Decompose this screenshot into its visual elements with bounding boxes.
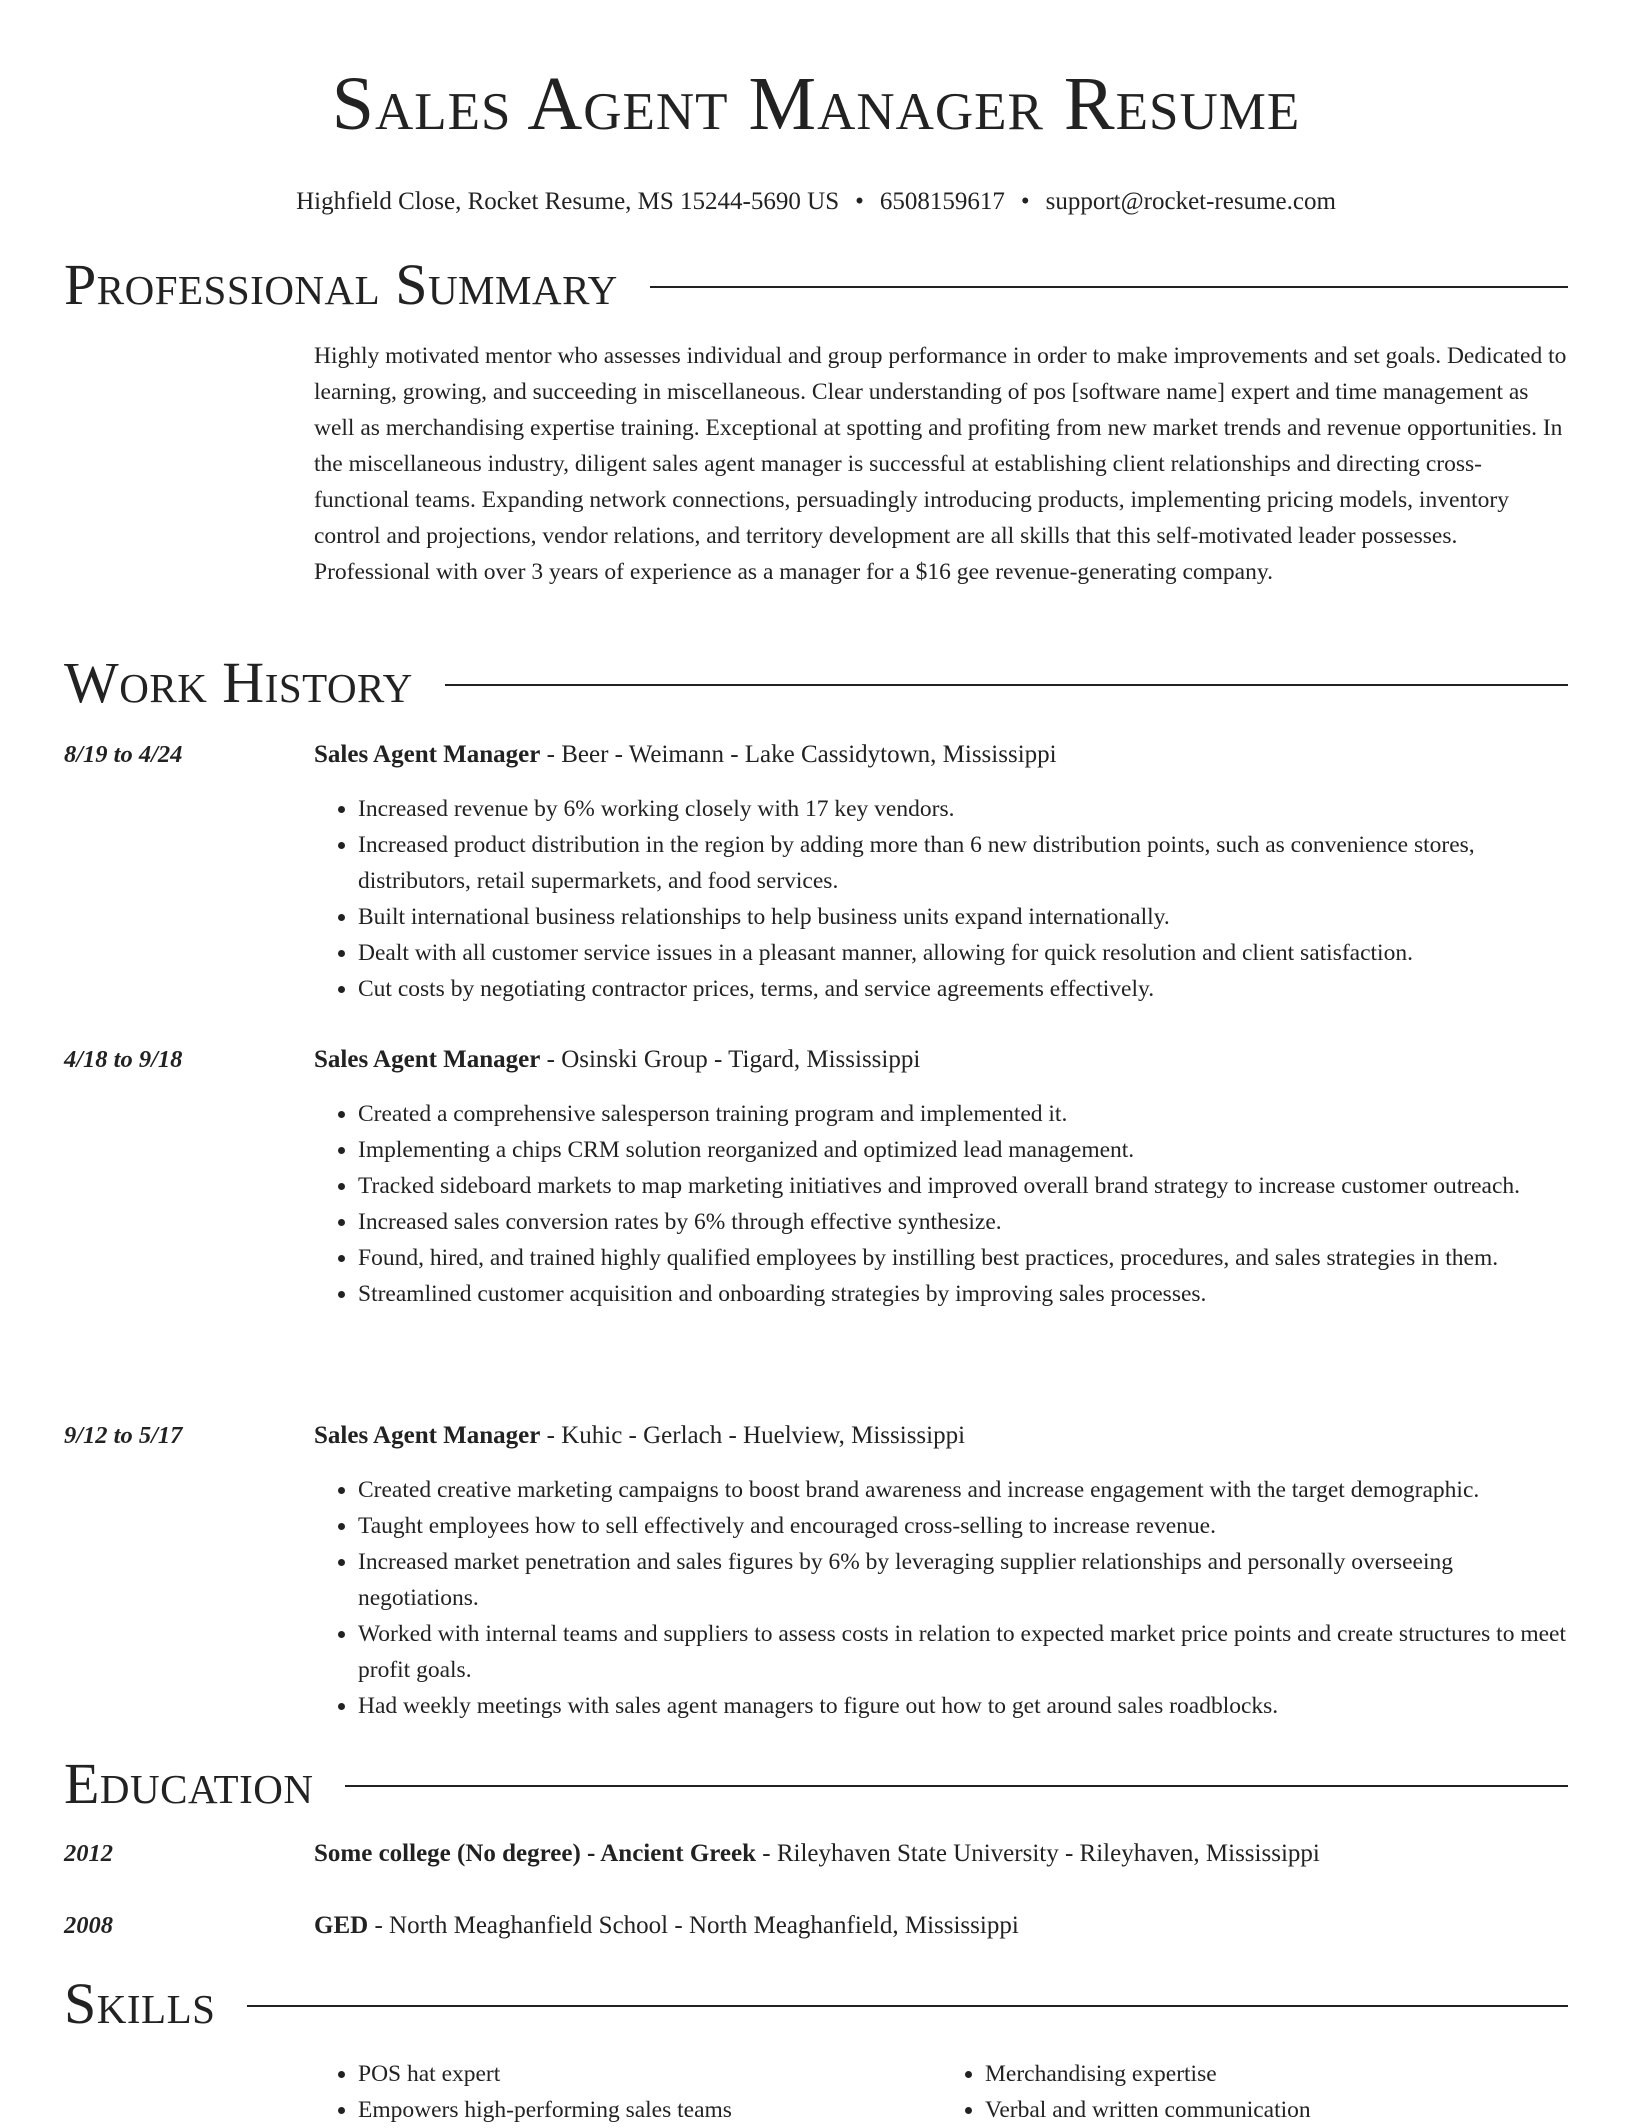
- job-title: Sales Agent Manager: [314, 1422, 541, 1449]
- education-heading: Education: [64, 1751, 314, 1816]
- education-section-header: [64, 1752, 1568, 1816]
- job-dates: 8/19 to 4/24: [64, 741, 183, 768]
- skills-list: [314, 2056, 1568, 2128]
- job-dates: 4/18 to 9/18: [64, 1046, 183, 1073]
- job-title-line: [314, 739, 1568, 771]
- resume-title: Sales Agent Manager Resume: [331, 62, 1301, 146]
- skill-item: • Empowers high-performing sales teams: [358, 2092, 941, 2128]
- contact-address: Highfield Close, Rocket Resume, MS 15244-5690 US: [296, 188, 840, 215]
- job-bullet: • Implementing a chips CRM solution reorganized and optimized lead management.: [358, 1132, 1568, 1168]
- job-bullets: [314, 1096, 1568, 1312]
- summary-heading: Professional Summary: [64, 252, 618, 317]
- job-bullet: • Increased market penetration and sales figures by 6% by leveraging supplier relationships and personally overseeing negotiations.: [358, 1544, 1568, 1616]
- job-bullet: • Cut costs by negotiating contractor prices, terms, and service agreements effectively.: [358, 971, 1568, 1007]
- education-year: 2008: [64, 1912, 113, 1939]
- contact-email: support@rocket-resume.com: [1045, 188, 1336, 215]
- job-bullet: • Worked with internal teams and suppliers to assess costs in relation to expected market price points and create structures to meet profit goals.: [358, 1616, 1568, 1688]
- skills-column-left: [314, 2056, 941, 2128]
- job-bullets: [314, 791, 1568, 1007]
- job-bullet: • Created a comprehensive salesperson training program and implemented it.: [358, 1096, 1568, 1132]
- job-bullet: • Had weekly meetings with sales agent managers to figure out how to get around sales roadblocks.: [358, 1688, 1568, 1724]
- education-details: - Rileyhaven State University - Rileyhaven, Mississippi: [756, 1840, 1320, 1867]
- skills-column-right: [941, 2056, 1568, 2128]
- work-section-header: [64, 651, 1568, 715]
- skills-section-header: [64, 1972, 1568, 2036]
- education-line: [314, 1910, 1568, 1942]
- education-details: - North Meaghanfield School - North Meaghanfield, Mississippi: [368, 1912, 1019, 1939]
- job-bullet: • Streamlined customer acquisition and onboarding strategies by improving sales processes.: [358, 1276, 1568, 1312]
- education-line: [314, 1838, 1568, 1870]
- education-degree: GED: [314, 1912, 369, 1939]
- work-heading: Work History: [64, 650, 413, 715]
- skill-item: • Verbal and written communication: [985, 2092, 1568, 2128]
- skill-item: • POS hat expert: [358, 2056, 941, 2092]
- job-details: - Osinski Group - Tigard, Mississippi: [540, 1046, 921, 1073]
- education-year: 2012: [64, 1840, 113, 1867]
- job-bullet: • Taught employees how to sell effectively and encouraged cross-selling to increase revenue.: [358, 1508, 1568, 1544]
- job-bullet: • Increased product distribution in the region by adding more than 6 new distribution points, such as convenience stores, distributors, retail supermarkets, and food services.: [358, 827, 1568, 899]
- education-degree: Some college (No degree) - Ancient Greek: [314, 1840, 757, 1867]
- summary-section-header: [64, 253, 1568, 317]
- job-title: Sales Agent Manager: [314, 741, 541, 768]
- job-entry: [64, 1420, 1568, 1724]
- job-title-line: [314, 1420, 1568, 1452]
- job-bullet: • Created creative marketing campaigns to boost brand awareness and increase engagement with the target demographic.: [358, 1472, 1568, 1508]
- job-dates: 9/12 to 5/17: [64, 1422, 183, 1449]
- contact-phone: 6508159617: [879, 188, 1005, 215]
- job-title: Sales Agent Manager: [314, 1046, 541, 1073]
- job-bullet: • Dealt with all customer service issues in a pleasant manner, allowing for quick resolution and client satisfaction.: [358, 935, 1568, 971]
- job-bullet: • Built international business relationships to help business units expand internationally.: [358, 899, 1568, 935]
- job-bullets: [314, 1472, 1568, 1724]
- summary-text: Highly motivated mentor who assesses individual and group performance in order to make improvements and set goals. Dedicated to learning, growing, and succeeding in miscellaneous. Clear understanding of pos [software name] expert and time management as well as merchandising expertise training. Exceptional at spotting and profiting from new market trends and revenue opportunities. In the miscellaneous industry, diligent sales agent manager is successful at establishing client relationships and directing cross-functional teams. Expanding network connections, persuadingly introducing products, implementing pricing models, inventory control and projections, vendor relations, and territory development are all skills that this self-motivated leader possesses. Professional with over 3 years of experience as a manager for a $16 gee revenue-generating company.: [314, 343, 1567, 585]
- job-entry: [64, 739, 1568, 1007]
- education-entry: [64, 1838, 1568, 1870]
- section-divider: [445, 684, 1568, 686]
- section-divider: [650, 286, 1568, 288]
- contact-separator: •: [855, 188, 864, 215]
- section-divider: [247, 2005, 1568, 2007]
- job-bullet: • Found, hired, and trained highly qualified employees by instilling best practices, procedures, and sales strategies in them.: [358, 1240, 1568, 1276]
- education-entry: [64, 1910, 1568, 1942]
- job-details: - Kuhic - Gerlach - Huelview, Mississippi: [540, 1422, 966, 1449]
- skill-item: • Merchandising expertise: [985, 2056, 1568, 2092]
- job-details: - Beer - Weimann - Lake Cassidytown, Mississippi: [540, 741, 1057, 768]
- job-entry: [64, 1044, 1568, 1312]
- contact-separator: •: [1020, 188, 1030, 215]
- section-divider: [345, 1785, 1568, 1787]
- job-title-line: [314, 1044, 1568, 1076]
- job-bullet: • Tracked sideboard markets to map marketing initiatives and improved overall brand strategy to increase customer outreach.: [358, 1168, 1568, 1204]
- job-bullet: • Increased sales conversion rates by 6% through effective synthesize.: [358, 1204, 1568, 1240]
- skills-heading: Skills: [64, 1971, 216, 2036]
- contact-line: [0, 186, 1632, 218]
- job-bullet: • Increased revenue by 6% working closely with 17 key vendors.: [358, 791, 1568, 827]
